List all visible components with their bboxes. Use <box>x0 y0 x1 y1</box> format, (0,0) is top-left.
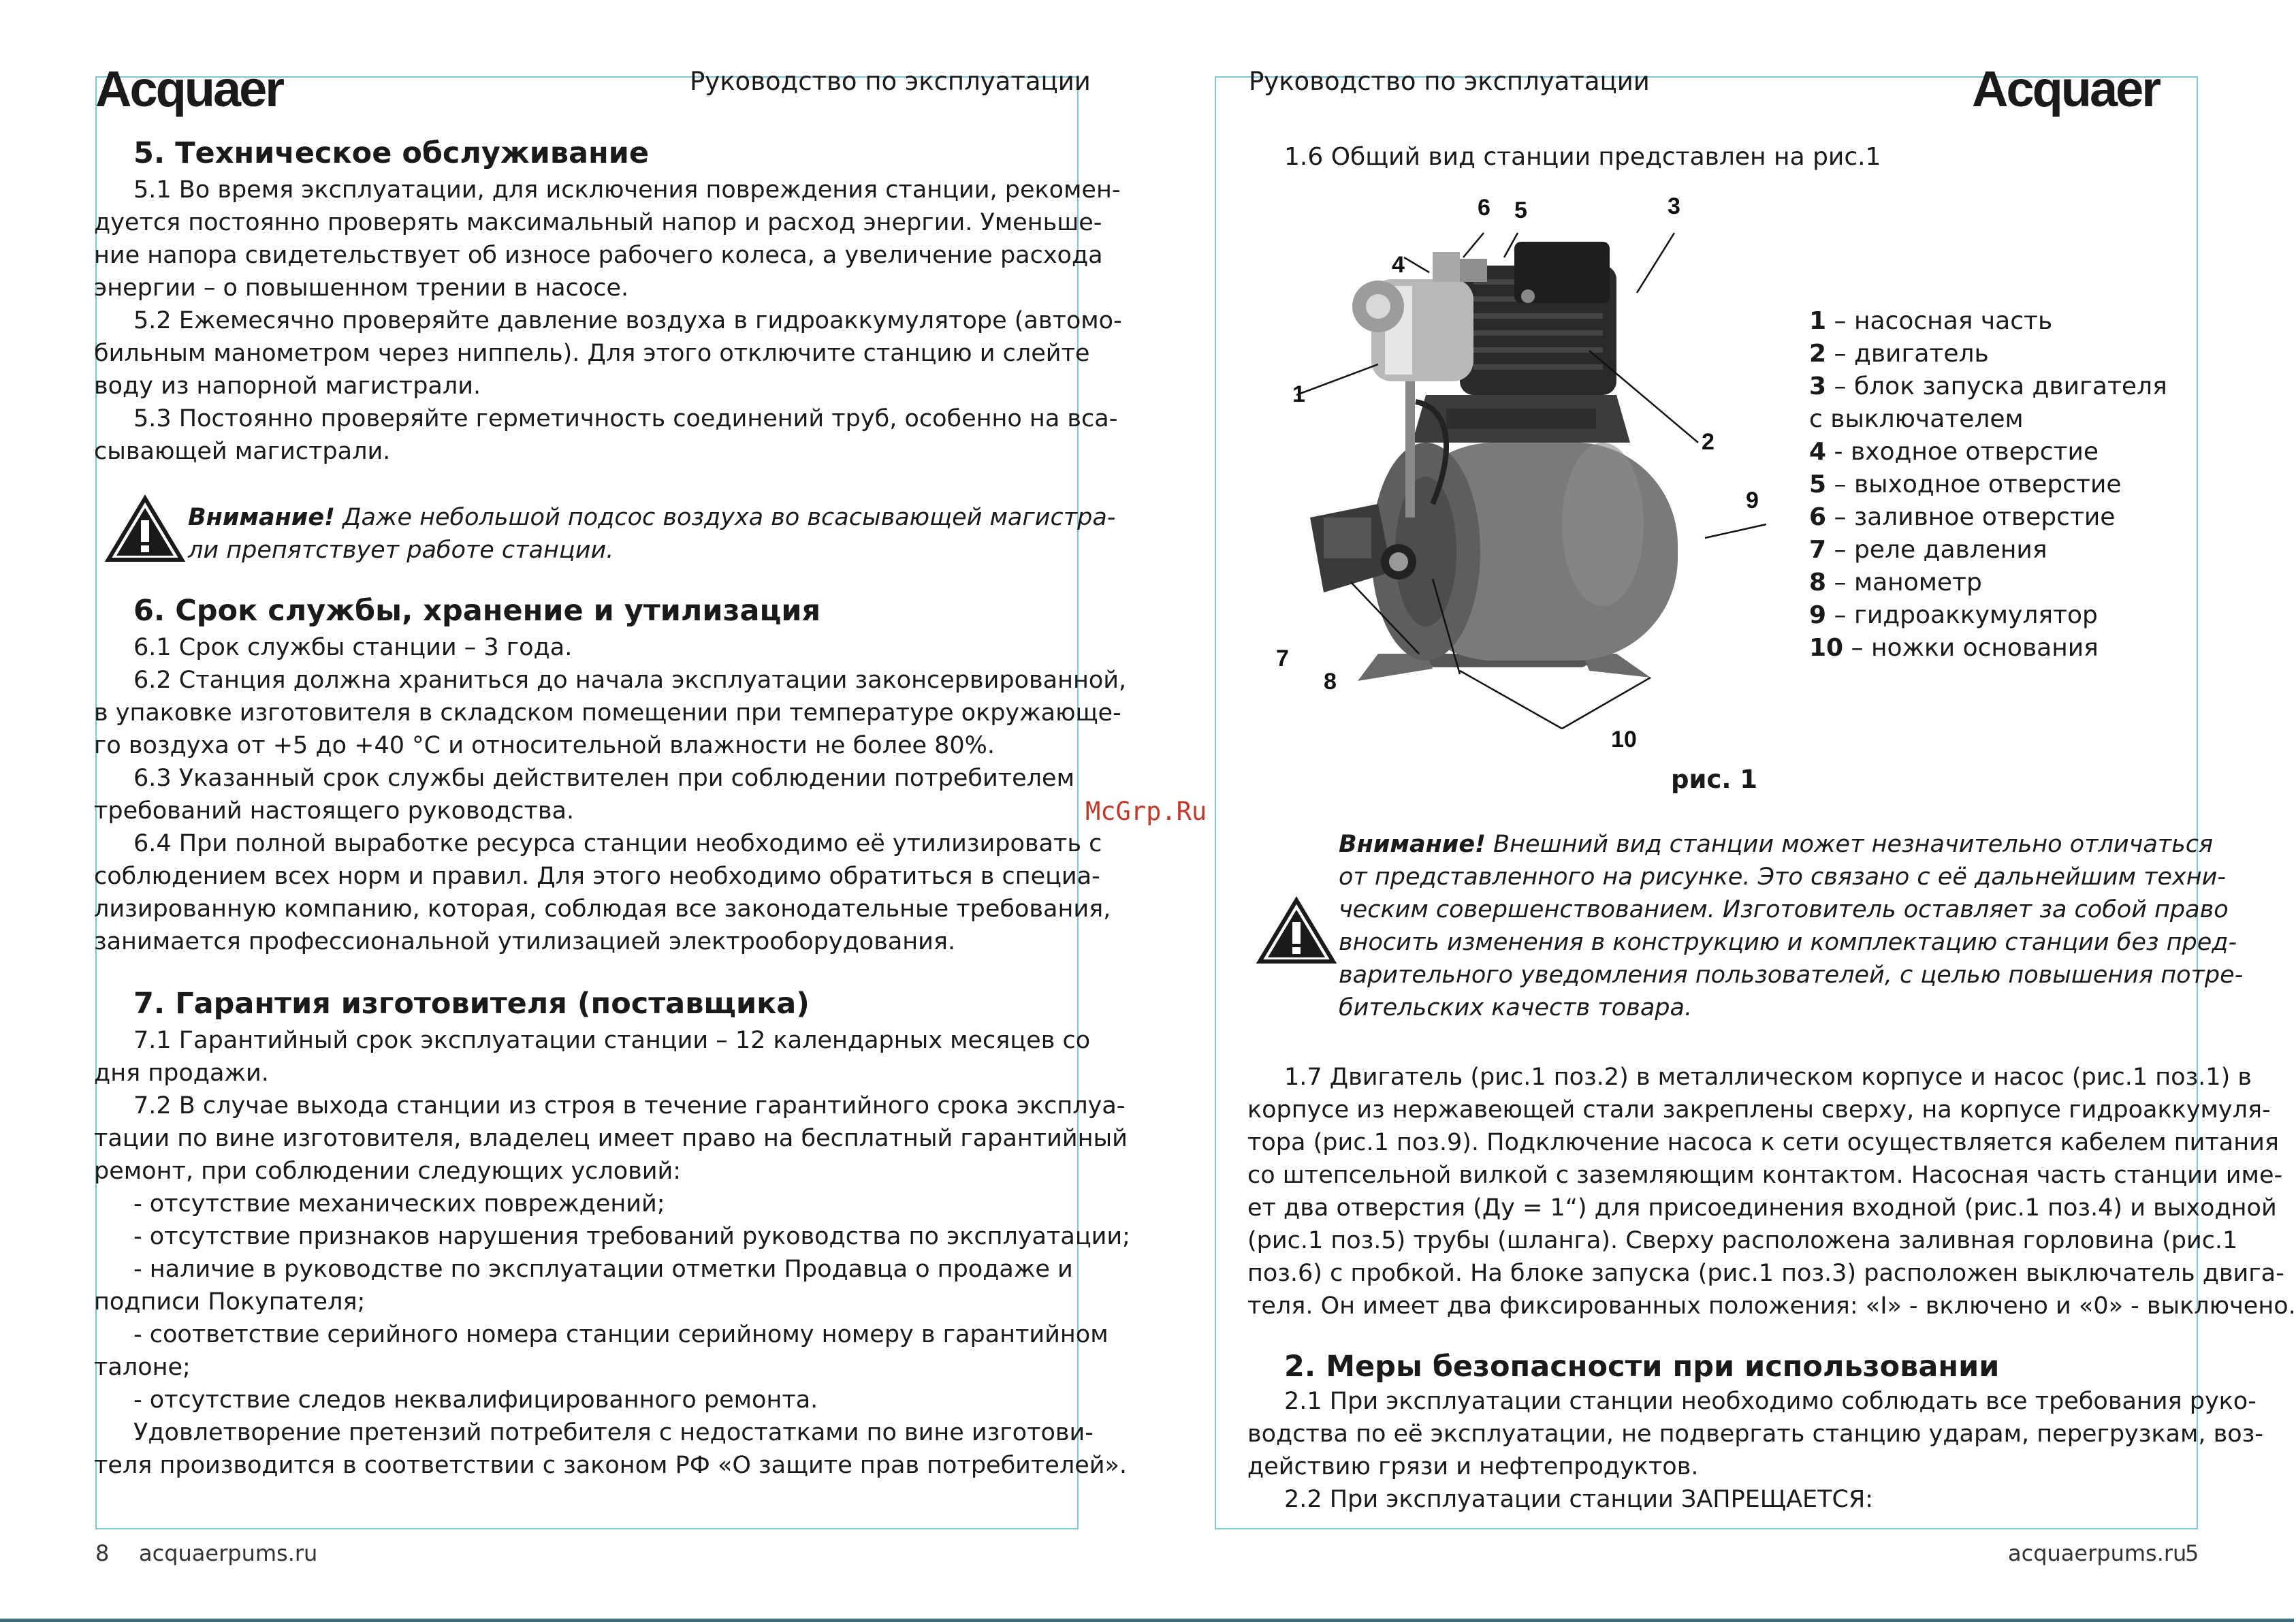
figure-label: 2 <box>1702 429 1715 455</box>
figure-label: 5 <box>1514 197 1527 223</box>
text-line: со штепсельной вилкой с заземляющим контактом. Насосная часть станции име- <box>1247 1162 2283 1189</box>
section-2-title: 2. Меры безопасности при использовании <box>1284 1350 2000 1384</box>
text-line: ческим совершенствованием. Изготовитель оставляет за собой право <box>1339 896 2229 923</box>
text-line: 2.1 При эксплуатации станции необходимо соблюдать все требования руко- <box>1284 1388 2257 1415</box>
running-header: Руководство по эксплуатации <box>1249 67 1650 96</box>
legend-item: 5 – выходное отверстие <box>1809 471 2122 498</box>
list-item: - отсутствие признаков нарушения требований руководства по эксплуатации; <box>133 1223 1130 1250</box>
figure-label: 1 <box>1292 381 1305 407</box>
text-line: занимается профессиональной утилизацией электрооборудования. <box>94 928 956 955</box>
text-line: (рис.1 поз.5) трубы (шланга). Сверху расположена заливная горловина (рис.1 <box>1247 1227 2238 1254</box>
text-line: 6.3 Указанный срок службы действителен при соблюдении потребителем <box>133 765 1074 792</box>
legend-item: 7 – реле давления <box>1809 536 2047 564</box>
left-page <box>0 0 1147 1622</box>
text-line: ремонт, при соблюдении следующих условий: <box>94 1158 682 1185</box>
text-line: талоне; <box>94 1354 191 1381</box>
text-line: 5.2 Ежемесячно проверяйте давление воздуха в гидроаккумуляторе (автомо- <box>133 307 1122 334</box>
text-line: ние напора свидетельствует об износе рабочего колеса, а увеличение расхода <box>94 242 1103 269</box>
text-line: тации по вине изготовителя, владелец имеет право на бесплатный гарантийный <box>94 1125 1128 1152</box>
footer-site: acquaerpums.ru <box>2008 1540 2187 1566</box>
figure-label: 6 <box>1478 195 1490 221</box>
warning-label: Внимание! <box>188 504 336 531</box>
section-7-title: 7. Гарантия изготовителя (поставщика) <box>133 987 810 1021</box>
legend-item: с выключателем <box>1809 405 2024 433</box>
text-line: подписи Покупателя; <box>94 1288 366 1316</box>
text-line: 6.1 Срок службы станции – 3 года. <box>133 634 573 661</box>
text-line: вносить изменения в конструкцию и комплектацию станции без пред- <box>1339 929 2237 956</box>
warning-icon <box>106 496 185 562</box>
text-line: 5.1 Во время эксплуатации, для исключения повреждения станции, рекомен- <box>133 176 1121 204</box>
text-line: в упаковке изготовителя в складском помещении при температуре окружающе- <box>94 699 1121 727</box>
text-line: 5.3 Постоянно проверяйте герметичность соединений труб, особенно на вса- <box>133 405 1118 432</box>
brand-logo: Acquaer <box>95 61 283 117</box>
text-line: ет два отверстия (Ду = 1“) для присоединения входной (рис.1 поз.4) и выходной <box>1247 1194 2277 1222</box>
text-line: требований настоящего руководства. <box>94 797 575 825</box>
text-line: Удовлетворение претензий потребителя с недостатками по вине изготови- <box>133 1419 1094 1446</box>
legend-item: 3 – блок запуска двигателя <box>1809 372 2167 400</box>
text-line: дня продажи. <box>94 1060 269 1087</box>
section-7-text <box>94 1024 1130 1482</box>
text-line: 1.7 Двигатель (рис.1 поз.2) в металлическом корпусе и насос (рис.1 поз.1) в <box>1284 1064 2252 1091</box>
brand-logo: Acquaer <box>1972 61 2160 117</box>
text-line: поз.6) с пробкой. На блоке запуска (рис.1 поз.3) расположен выключатель двига- <box>1247 1260 2284 1287</box>
text-line: корпусе из нержавеющей стали закреплены сверху, на корпусе гидроаккумуля- <box>1247 1096 2271 1124</box>
legend-item: 2 – двигатель <box>1809 340 1989 368</box>
text-line: теля. Он имеет два фиксированных положения: «I» - включено и «0» - выключено. <box>1247 1292 2296 1320</box>
legend-item: 10 – ножки основания <box>1809 634 2099 662</box>
legend-item: 6 – заливное отверстие <box>1809 503 2116 531</box>
figure-label: 3 <box>1668 193 1680 219</box>
figure-label: 8 <box>1324 669 1337 695</box>
page-number: 8 <box>95 1540 110 1566</box>
legend-item: 4 - входное отверстие <box>1809 438 2099 466</box>
list-item: - отсутствие механических повреждений; <box>133 1190 665 1218</box>
text-line: 6.4 При полной выработке ресурса станции необходимо её утилизировать с <box>133 830 1102 857</box>
text-line: бильным манометром через ниппель). Для этого отключите станцию и слейте <box>94 340 1090 367</box>
text-line: энергии – о повышенном трении в насосе. <box>94 274 629 302</box>
text-line: Даже небольшой подсос воздуха во всасывающей магистра- <box>335 504 1116 531</box>
warning-icon <box>1257 897 1336 964</box>
legend-item: 9 – гидроаккумулятор <box>1809 601 2098 629</box>
text-line: дуется постоянно проверять максимальный напор и расход энергии. Уменьше- <box>94 209 1102 236</box>
warning-text <box>1339 828 2244 1024</box>
warning-label: Внимание! <box>1339 831 1486 858</box>
section-6-text <box>94 631 1127 958</box>
figure-intro: 1.6 Общий вид станции представлен на рис.1 <box>1284 143 1881 171</box>
text-line: водства по её эксплуатации, не подвергать станцию ударам, перегрузкам, воз- <box>1247 1420 2263 1448</box>
warning-text <box>188 501 1116 567</box>
text-line: 7.1 Гарантийный срок эксплуатации станции – 12 календарных месяцев со <box>133 1027 1091 1054</box>
figure-label: 7 <box>1276 646 1289 671</box>
text-line: 2.2 При эксплуатации станции ЗАПРЕЩАЕТСЯ: <box>1284 1486 1874 1513</box>
text-line: лизированную компанию, которая, соблюдая все законодательные требования, <box>94 895 1111 923</box>
section-5-text <box>94 174 1122 468</box>
legend-item: 8 – манометр <box>1809 569 1982 597</box>
section-2-text <box>1247 1385 2263 1516</box>
text-line: го воздуха от +5 до +40 °С и относительной влажности не более 80%. <box>94 732 995 759</box>
list-item: - наличие в руководстве по эксплуатации отметки Продавца о продаже и <box>133 1256 1073 1283</box>
text-line: тора (рис.1 поз.9). Подключение насоса к сети осуществляется кабелем питания <box>1247 1129 2279 1156</box>
figure-label: 4 <box>1392 252 1405 278</box>
figure-legend <box>1809 305 2167 665</box>
list-item: - отсутствие следов неквалифицированного ремонта. <box>133 1386 818 1414</box>
legend-item: 1 – насосная часть <box>1809 307 2053 335</box>
text-line: сывающей магистрали. <box>94 438 391 465</box>
text-line: 6.2 Станция должна храниться до начала эксплуатации законсервированной, <box>133 667 1127 694</box>
figure-label: 10 <box>1611 727 1637 752</box>
footer-site: acquaerpums.ru <box>139 1540 318 1566</box>
text-line: теля производится в соответствии с законом РФ «О защите прав потребителей». <box>94 1452 1128 1479</box>
text-line: соблюдением всех норм и правил. Для этого необходимо обратиться в специа- <box>94 863 1100 890</box>
figure-label: 9 <box>1746 488 1759 513</box>
text-line: воду из напорной магистрали. <box>94 372 481 400</box>
bottom-rule <box>0 1619 2294 1622</box>
page-number: 5 <box>2185 1540 2199 1566</box>
text-line: ли препятствует работе станции. <box>188 537 614 564</box>
section-6-title: 6. Срок службы, хранение и утилизация <box>133 594 821 628</box>
figure-caption: рис. 1 <box>1671 765 1758 794</box>
text-line: от представленного на рисунке. Это связано с её дальнейшим техни- <box>1339 863 2226 891</box>
paragraph-1-7 <box>1247 1061 2296 1322</box>
running-header: Руководство по эксплуатации <box>690 67 1091 96</box>
text-line: действию грязи и нефтепродуктов. <box>1247 1453 1699 1480</box>
text-line: Внешний вид станции может незначительно отличаться <box>1486 831 2214 858</box>
list-item: - соответствие серийного номера станции серийному номеру в гарантийном <box>133 1321 1109 1348</box>
watermark: McGrp.Ru <box>1085 797 1207 826</box>
text-line: 7.2 В случае выхода станции из строя в течение гарантийного срока эксплуа- <box>133 1092 1126 1119</box>
section-5-title: 5. Техническое обслуживание <box>133 136 650 170</box>
text-line: бительских качеств товара. <box>1339 994 1693 1021</box>
text-line: варительного уведомления пользователей, с целью повышения потре- <box>1339 961 2244 989</box>
right-page <box>1147 0 2294 1622</box>
